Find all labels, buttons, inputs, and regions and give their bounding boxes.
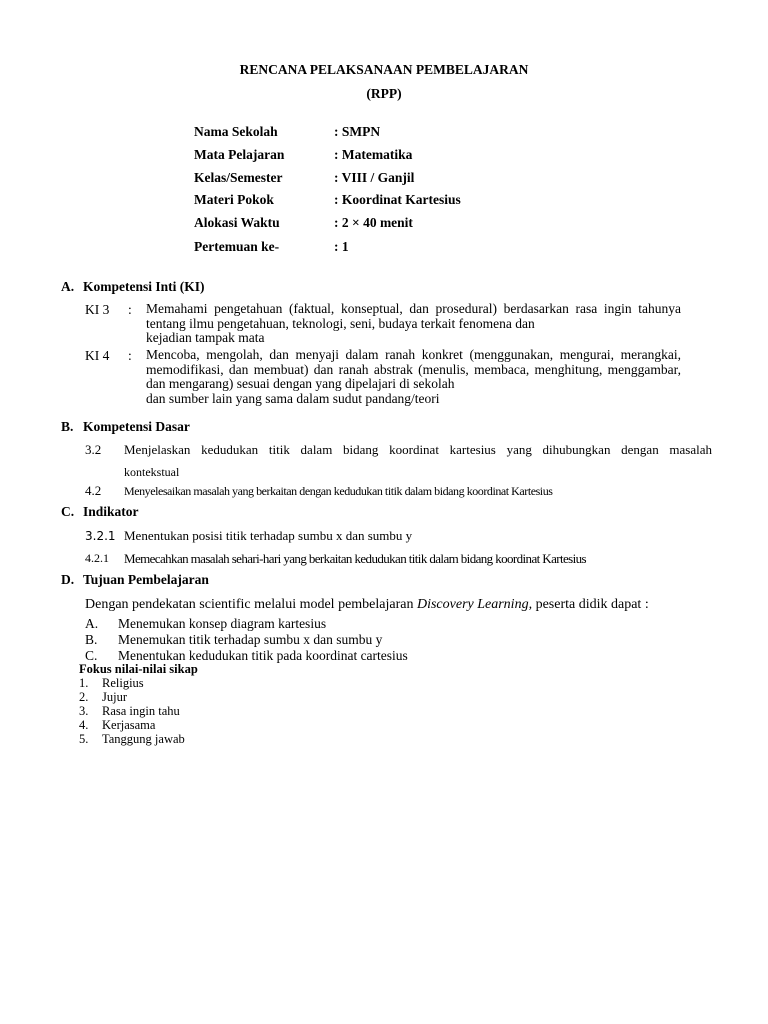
- section-b-heading: [61, 419, 190, 435]
- section-letter: A.: [61, 279, 75, 294]
- ki-colon: :: [128, 302, 132, 317]
- section-title: Kompetensi Inti (KI): [83, 279, 205, 294]
- ki-colon: :: [128, 348, 132, 363]
- ki-text-last-line: dan sumber lain yang sama dalam sudut pandang/teori: [146, 390, 440, 406]
- focus-item: Religius: [102, 676, 144, 690]
- section-a-heading: [61, 279, 205, 295]
- identity-label: Nama Sekolah: [194, 124, 278, 139]
- ki-code: KI 4: [85, 348, 110, 363]
- objective-intro: [85, 597, 649, 613]
- identity-label: Materi Pokok: [194, 192, 274, 207]
- identity-value: : VIII / Ganjil: [334, 170, 415, 185]
- kd-text: [124, 439, 712, 483]
- identity-value: : 2 × 40 menit: [334, 215, 413, 230]
- objective-letter: C.: [85, 648, 98, 663]
- indicator-number: 3.2.1: [85, 529, 116, 543]
- objective-letter: B.: [85, 632, 98, 647]
- ki-text: [146, 302, 681, 346]
- focus-item: Rasa ingin tahu: [102, 704, 180, 718]
- indicator-number: 4.2.1: [85, 551, 109, 565]
- indicator-text: Memecahkan masalah sehari-hari yang berkaitan kedudukan titik dalam bidang koordinat Kartesius: [124, 551, 586, 566]
- identity-label: Kelas/Semester: [194, 170, 283, 185]
- focus-number: 5.: [79, 732, 89, 746]
- section-c-heading: [61, 504, 139, 520]
- identity-label: Pertemuan ke-: [194, 239, 280, 254]
- focus-item: Jujur: [102, 690, 127, 704]
- section-title: Kompetensi Dasar: [83, 419, 190, 434]
- kd-text-body: Menjelaskan kedudukan titik dalam bidang koordinat kartesius yang dihubungkan dengan masalah: [124, 442, 712, 457]
- kd-number: 3.2: [85, 442, 102, 457]
- objective-text: Menemukan titik terhadap sumbu x dan sumbu y: [118, 632, 383, 647]
- ki-text-body: Mencoba, mengolah, dan menyaji dalam ranah konkret (menggunakan, mengurai, merangkai, memodifikasi, dan membuat) dan ranah abstrak (menulis, membaca, menghitung, menggambar, dan mengarang) sesuai dengan yang dipelajari di sekolah: [146, 347, 681, 391]
- intro-model-name: Discovery Learning,: [416, 597, 533, 612]
- objective-text: Menemukan konsep diagram kartesius: [118, 616, 327, 631]
- identity-value: : Matematika: [334, 147, 413, 162]
- section-title: Indikator: [83, 504, 139, 519]
- ki-text: [146, 348, 681, 406]
- kd-number: 4.2: [85, 483, 102, 498]
- ki-code: KI 3: [85, 302, 110, 317]
- focus-number: 2.: [79, 690, 89, 704]
- section-letter: C.: [61, 504, 75, 519]
- document-title: RENCANA PELAKSANAAN PEMBELAJARAN: [239, 62, 529, 77]
- identity-value: : SMPN: [334, 124, 381, 139]
- focus-item: Kerjasama: [102, 718, 156, 732]
- identity-value: : 1: [334, 239, 349, 254]
- section-title: Tujuan Pembelajaran: [83, 572, 209, 587]
- document-subtitle: (RPP): [366, 86, 402, 101]
- focus-number: 3.: [79, 704, 89, 718]
- identity-label: Alokasi Waktu: [194, 215, 280, 230]
- focus-item: Tanggung jawab: [102, 732, 185, 746]
- intro-text: Dengan pendekatan scientific melalui model pembelajaran: [85, 597, 417, 612]
- section-letter: B.: [61, 419, 74, 434]
- identity-label: Mata Pelajaran: [194, 147, 285, 162]
- indicator-text: Menentukan posisi titik terhadap sumbu x dan sumbu y: [124, 528, 413, 543]
- focus-title: Fokus nilai-nilai sikap: [79, 662, 198, 676]
- ki-text-body: Memahami pengetahuan (faktual, konseptual, dan prosedural) berdasarkan rasa ingin tahunya tentang ilmu pengetahuan, teknologi, seni, budaya terkait fenomena dan: [146, 301, 681, 331]
- objective-letter: A.: [85, 616, 99, 631]
- focus-number: 1.: [79, 676, 89, 690]
- ki-text-last-line: kejadian tampak mata: [146, 330, 265, 345]
- intro-text-end: peserta didik dapat :: [532, 597, 649, 612]
- focus-number: 4.: [79, 718, 89, 732]
- identity-value: : Koordinat Kartesius: [334, 192, 461, 207]
- section-letter: D.: [61, 572, 75, 587]
- section-d-heading: [61, 572, 209, 588]
- kd-text-last-line: kontekstual: [124, 465, 180, 479]
- objective-text: Menentukan kedudukan titik pada koordinat cartesius: [118, 648, 408, 663]
- kd-text: Menyelesaikan masalah yang berkaitan dengan kedudukan titik dalam bidang koordinat Kartesius: [124, 484, 553, 498]
